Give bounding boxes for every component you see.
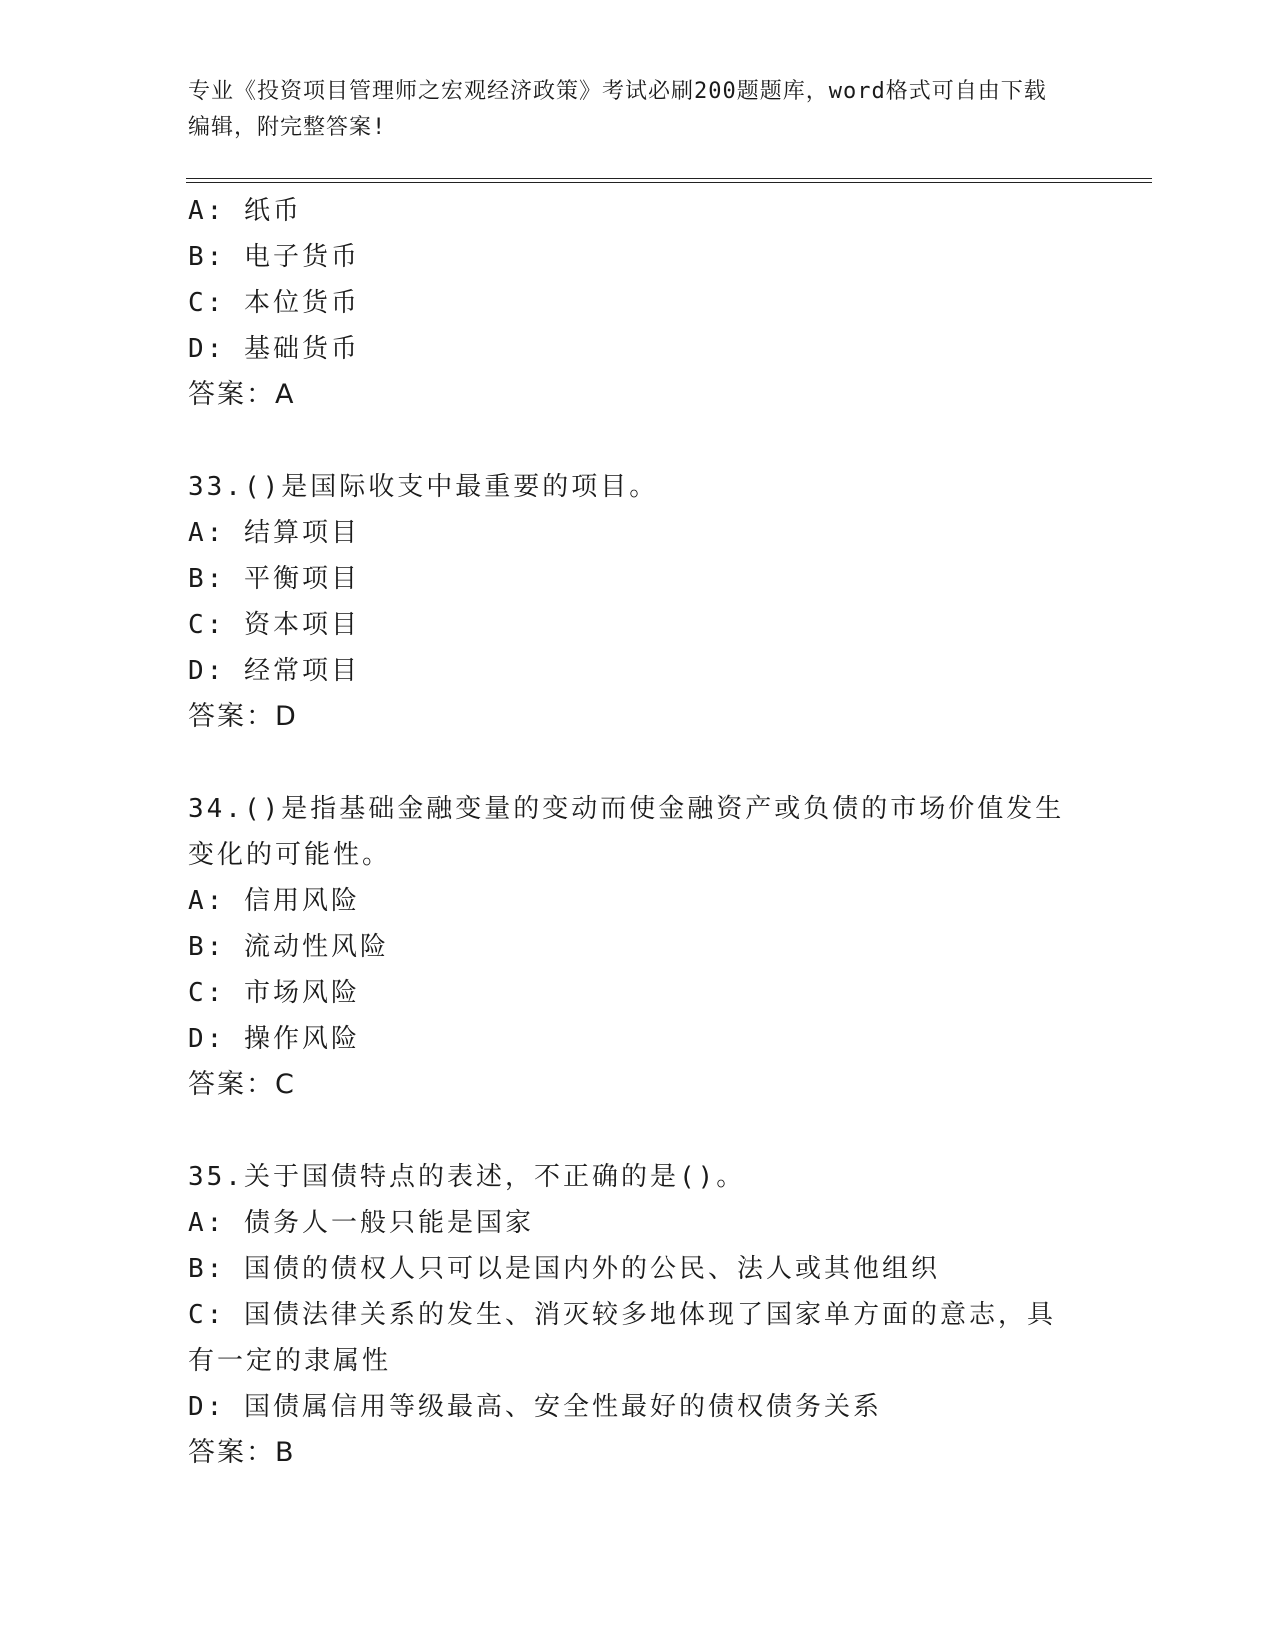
option-a: A: 债务人一般只能是国家	[188, 1208, 534, 1238]
question-list	[188, 188, 1088, 1476]
option-c: C: 市场风险	[188, 978, 360, 1008]
question-stem: 35.关于国债特点的表述，不正确的是()。	[188, 1162, 746, 1192]
option-d: D: 基础货币	[188, 334, 360, 364]
answer-line: 答案：A	[188, 379, 296, 410]
question-32-continuation	[188, 188, 1088, 418]
option-d: D: 国债属信用等级最高、安全性最好的债权债务关系	[188, 1392, 882, 1422]
option-b: B: 电子货币	[188, 242, 360, 272]
document-header: 专业《投资项目管理师之宏观经济政策》考试必刷200题题库，word格式可自由下载编辑，附完整答案!	[188, 79, 1047, 140]
answer-line: 答案：B	[188, 1437, 296, 1468]
header-divider	[186, 178, 1152, 183]
option-b: B: 国债的债权人只可以是国内外的公民、法人或其他组织	[188, 1254, 940, 1284]
answer-line: 答案：C	[188, 1069, 296, 1100]
answer-line: 答案：D	[188, 701, 298, 732]
option-a: A: 信用风险	[188, 886, 360, 916]
question-34	[188, 786, 1088, 1108]
option-d: D: 操作风险	[188, 1024, 360, 1054]
option-c: C: 资本项目	[188, 610, 360, 640]
option-b: B: 流动性风险	[188, 932, 389, 962]
option-c: C: 国债法律关系的发生、消灭较多地体现了国家单方面的意志，具有一定的隶属性	[188, 1300, 1056, 1376]
option-a: A: 结算项目	[188, 518, 360, 548]
option-b: B: 平衡项目	[188, 564, 360, 594]
option-d: D: 经常项目	[188, 656, 360, 686]
question-33	[188, 464, 1088, 740]
question-stem: 34.()是指基础金融变量的变动而使金融资产或负债的市场价值发生变化的可能性。	[188, 794, 1065, 870]
option-a: A: 纸币	[188, 196, 302, 226]
question-35	[188, 1154, 1088, 1476]
option-c: C: 本位货币	[188, 288, 360, 318]
question-stem: 33.()是国际收支中最重要的项目。	[188, 472, 659, 502]
